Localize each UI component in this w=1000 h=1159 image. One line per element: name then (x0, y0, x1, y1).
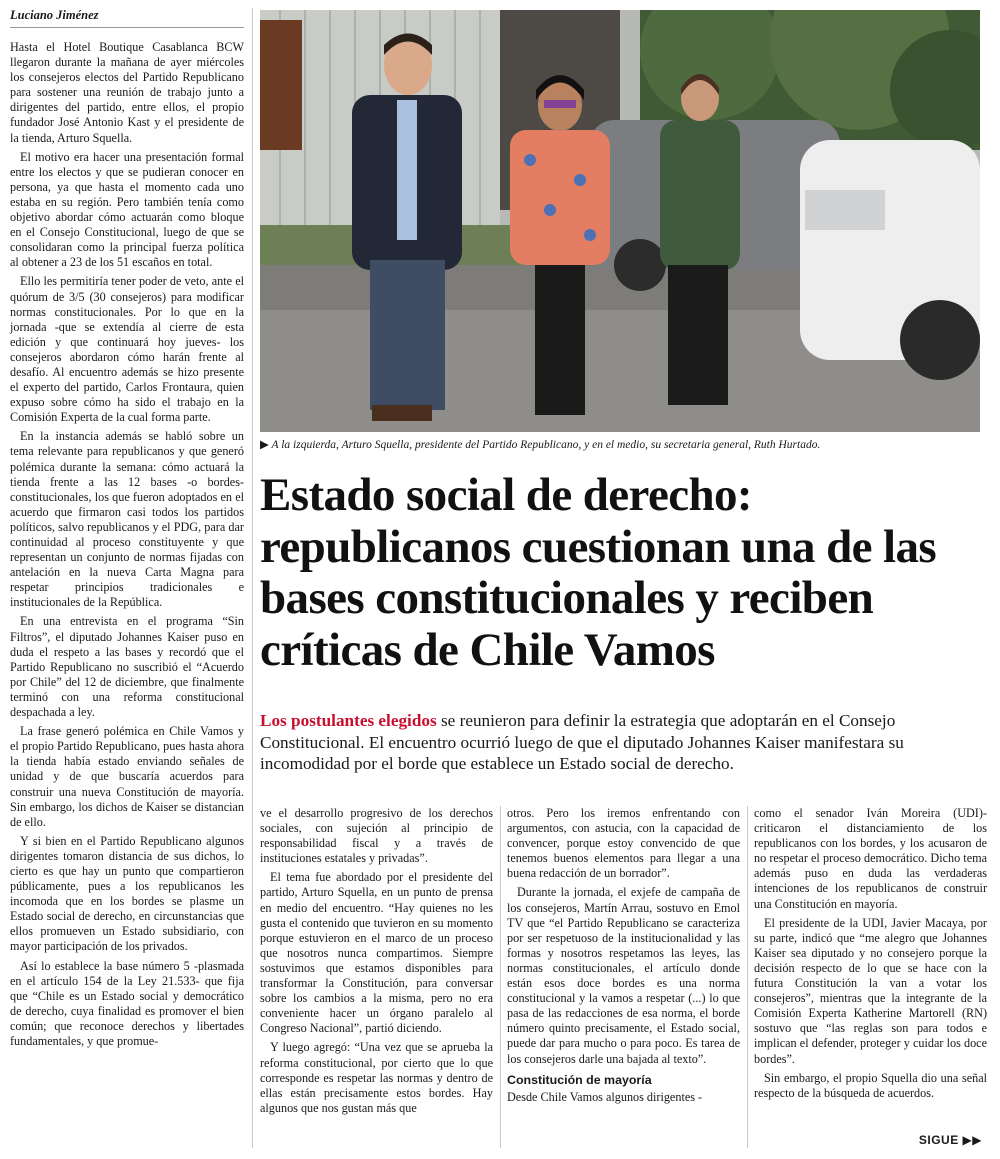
paragraph: Así lo establece la base número 5 -plasmada en el artículo 154 de la Ley 21.533- que fija que “Chile es un Estado social y democrático de derecho, cuya finalidad es promover el bien común; que reconoce derechos y libertades fundamentales, y que promue- (10, 958, 244, 1048)
article-column-3 (507, 806, 740, 1109)
byline: Luciano Jiménez (10, 8, 244, 28)
paragraph: Ello les permitiría tener poder de veto, ante el quórum de 3/5 (30 consejeros) para modificar normas constitucionales. Por lo que en la jornada -que se extendía al cierre de esta edición y que continuará hoy jueves- los consejeros abordaron cómo harán frente al desafío. Al encuentro además se hizo presente el experto del partido, Carlos Frontaura, quien expuso sobre cómo ha sido el trabajo en la Comisión Experta de la cual forma parte. (10, 274, 244, 425)
article-column-2 (260, 806, 493, 1120)
lede-lead-in: Los postulantes elegidos (260, 711, 437, 730)
column-divider (252, 8, 253, 1148)
column-divider (747, 806, 748, 1148)
paragraph: Durante la jornada, el exjefe de campaña de los consejeros, Martín Arrau, sostuvo en Emol TV que “el Partido Republicano se caracteriza por ser respetuoso de la institucionalidad y las formas y nosotros respetamos las leyes, las normas constitucionales, el artículo donde están esos doce bordes es una norma constitucional y la vamos a respetar (...) lo que pasa de las redacciones de esa norma, el borde número quinto precisamente, el Estado social, puede dar para mucho o para poco. Es tarea de los consejeros darle una bajada al texto”. (507, 885, 740, 1066)
paragraph: El presidente de la UDI, Javier Macaya, por su parte, indicó que “me alegro que Johannes Kaiser sea diputado y no consejero porque la decisión respecto de lo que se hace con la futura Constitución la van a votar los consejeros”, mientras que la integrante de la Comisión Experta Katherine Martorell (RN) sostuvo que “las reglas son para todos e implican el defender, proteger y cuidar los doce bordes”. (754, 915, 987, 1066)
lede (260, 710, 985, 775)
paragraph: Hasta el Hotel Boutique Casablanca BCW llegaron durante la mañana de ayer miércoles los consejeros electos del Partido Republicano para sostener una reunión de trabajo junto a dirigentes del partido, entre ellos, el propio fundador José Antonio Kast y el presidente de la tienda, Arturo Squella. (10, 40, 244, 145)
paragraph: El motivo era hacer una presentación formal entre los electos y que se pudieran conocer en persona, ya que hasta el momento cada uno estaba en su región. Pero también tenía como objetivo abordar cómo actuarán como bloque en el Consejo Constitucional, luego de que se consolidaran como la principal fuerza política al obtener a 23 de los 51 escaños en total. (10, 149, 244, 270)
subheading: Constitución de mayoría (507, 1072, 652, 1087)
paragraph: En una entrevista en el programa “Sin Filtros”, el diputado Johannes Kaiser puso en duda el respeto a las bases y recordó que el Partido Republicano no suscribió el “Acuerdo por Chile” del 12 de diciembre, que finalmente terminó con una reforma constitucional despachada a ley. (10, 614, 244, 720)
continue-marker: SIGUE ▶▶ (918, 1133, 982, 1147)
paragraph: Y si bien en el Partido Republicano algunos dirigentes tomaron distancia de sus dichos, lo cierto es que hay un punto que compartieron públicamente, pues a los republicanos les incomoda que en los bordes se plasme un Estado social de derecho, en circunstancias que ellos promueven un Estado subsidiario, con mayor participación de los privados. (10, 833, 244, 954)
paragraph: ve el desarrollo progresivo de los derechos sociales, con sujeción al principio de responsabilidad fiscal y a través de instituciones estatales y privadas”. (260, 806, 493, 866)
article-column-left (10, 40, 244, 1053)
photo-illustration (260, 10, 980, 432)
photo-caption: ▶ A la izquierda, Arturo Squella, presidente del Partido Republicano, y en el medio, su secretaria general, Ruth Hurtado. (260, 439, 821, 451)
headline: Estado social de derecho: republicanos cuestionan una de las bases constitucionales y reciben críticas de Chile Vamos (260, 469, 937, 676)
lede-text: se reunieron para definir la estrategia que adoptarán en el Consejo Constitucional. El encuentro ocurrió luego de que el diputado Johannes Kaiser manifestara su incomodidad por el borde que establece un Estado social de derecho. (260, 711, 904, 773)
column-divider (500, 806, 501, 1148)
paragraph: Sin embargo, el propio Squella dio una señal respecto de la búsqueda de acuerdos. (754, 1070, 987, 1100)
paragraph: En la instancia además se habló sobre un tema relevante para republicanos y que generó polémica durante la semana: cómo actuará la tienda frente a las 12 bases -o bordes- constitucionales, los que fueron adoptados en el acuerdo que firmaron casi todos los partidos políticos, salvo republicanos y el PDG, para dar continuidad al proceso constituyente y que representan un conjunto de normas fijadas con antelación en la nueva Carta Magna para respetar principios tradicionales e institucionales de la República. (10, 429, 244, 610)
paragraph: El tema fue abordado por el presidente del partido, Arturo Squella, en un punto de prensa en medio del encuentro. “Hay quienes no les gusta el contenido que tuvieron en su momento porque estuvieron en el marco de un proceso que nosotros nunca compartimos. Siempre sostuvimos que estamos disponibles para transformar la Constitución, para conversar sobre los cambios a la misma, pero no era conveniente hacer un órgano paralelo al Congreso Nacional”, partió diciendo. (260, 870, 493, 1036)
paragraph: Y luego agregó: “Una vez que se aprueba la reforma constitucional, por cierto que lo que corresponde es respetar las normas y dentro de ellas están precisamente estos bordes. Hay algunos que nos gustan más que (260, 1040, 493, 1115)
news-photo (260, 10, 980, 432)
paragraph: Desde Chile Vamos algunos dirigentes - (507, 1089, 703, 1104)
paragraph: La frase generó polémica en Chile Vamos y el propio Partido Republicano, pues hasta ahora la tienda había estado enviando señales de unidad y de que buscaría acuerdos para construir una nueva Constitución de mayoría. Sin embargo, los dichos de Kaiser se distancian de ello. (10, 724, 244, 829)
paragraph: como el senador Iván Moreira (UDI)- criticaron el distanciamiento de los republicanos con los bordes, y los acusaron de no respetar el proceso democrático. Dicho tema además puso en duda las verdaderas intenciones de los republicanos de construir una Constitución en mayoría. (754, 806, 987, 911)
paragraph: otros. Pero los iremos enfrentando con argumentos, con astucia, con la capacidad de convencer, porque estoy convencido de que tenemos buenos elementos para llegar a una buena redacción de un borrador”. (507, 806, 740, 881)
article-column-4 (754, 806, 987, 1105)
